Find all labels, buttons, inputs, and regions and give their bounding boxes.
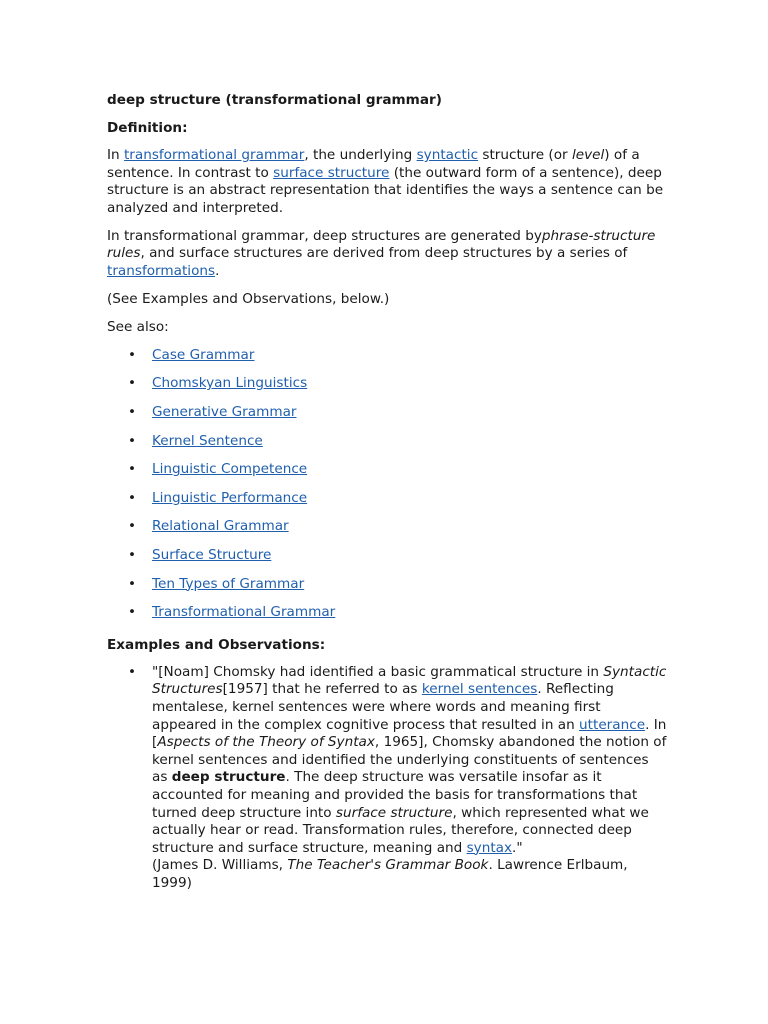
list-item xyxy=(107,604,667,633)
bullet-icon: • xyxy=(128,575,137,592)
definition-paragraph: In transformational grammar, the underlying syntactic structure (or level) of a sentence. In contrast to surface structure (the outward form of a sentence), deep structure is an abstract representation that identifies the ways a sentence can be analyzed and interpreted. xyxy=(107,147,664,216)
bullet-icon: • xyxy=(128,375,137,392)
bullet-icon: • xyxy=(128,518,137,535)
list-item xyxy=(107,547,667,576)
bullet-icon: • xyxy=(128,604,137,621)
example-citation: (James D. Williams, The Teacher's Grammar Book. Lawrence Erlbaum, 1999) xyxy=(152,857,628,891)
example-quote: "[Noam] Chomsky had identified a basic grammatical structure in Syntactic Structures[1957] that he referred to as kernel sentences. Reflecting mentalese, kernel sentences were where words and meaning first appeared in the complex cognitive process that resulted in an utterance. In [Aspects of the Theory of Syntax, 1965], Chomsky abandoned the notion of kernel sentences and identified the underlying constituents of sentences as deep structure. The deep structure was versatile insofar as it accounted for meaning and provided the basis for transformations that turned deep structure into surface structure, which represented what we actually hear or read. Transformation rules, therefore, connected deep structure and surface structure, meaning and syntax." xyxy=(152,663,667,856)
see-also-link[interactable]: Chomskyan Linguistics xyxy=(152,375,308,392)
see-also-link[interactable]: Generative Grammar xyxy=(152,404,297,421)
list-item xyxy=(107,461,667,490)
list-item xyxy=(107,576,667,605)
see-also-link[interactable]: Linguistic Performance xyxy=(152,489,308,506)
link-syntax[interactable]: syntax xyxy=(466,839,513,856)
see-also-list xyxy=(107,347,667,633)
see-also-link[interactable]: Relational Grammar xyxy=(152,518,289,535)
generation-paragraph: In transformational grammar, deep structures are generated byphrase-structure rules, and surface structures are derived from deep structures by a series of transformations. xyxy=(107,227,656,280)
see-also-link[interactable]: Surface Structure xyxy=(152,547,272,563)
definition-heading: Definition: xyxy=(107,120,188,136)
see-also-link[interactable]: Linguistic Competence xyxy=(152,461,308,478)
example-item xyxy=(107,664,667,893)
list-item xyxy=(107,490,667,519)
list-item xyxy=(107,375,667,404)
see-also-link[interactable]: Transformational Grammar xyxy=(152,604,336,621)
list-item xyxy=(107,433,667,462)
link-kernel-sentences[interactable]: kernel sentences xyxy=(421,681,538,698)
link-syntactic[interactable]: syntactic xyxy=(416,147,479,163)
list-item xyxy=(107,347,667,376)
see-also-link[interactable]: Case Grammar xyxy=(152,346,255,363)
list-item xyxy=(107,518,667,547)
bullet-icon: • xyxy=(128,432,137,449)
bullet-icon: • xyxy=(128,346,137,363)
bullet-icon: • xyxy=(128,489,137,506)
see-also-link[interactable]: Kernel Sentence xyxy=(152,432,263,449)
link-utterance[interactable]: utterance xyxy=(579,716,646,733)
link-transformations[interactable]: transformations xyxy=(107,263,216,280)
see-examples-note: (See Examples and Observations, below.) xyxy=(107,291,390,308)
examples-heading: Examples and Observations: xyxy=(107,636,326,653)
list-item xyxy=(107,404,667,433)
document-page xyxy=(107,91,667,893)
bullet-icon: • xyxy=(128,461,137,478)
page-title: deep structure (transformational grammar) xyxy=(107,92,442,108)
link-surface-structure[interactable]: surface structure xyxy=(273,164,390,181)
bullet-icon: • xyxy=(128,663,137,680)
link-transformational-grammar[interactable]: transformational grammar xyxy=(123,147,305,163)
see-also-link[interactable]: Ten Types of Grammar xyxy=(152,575,305,592)
bullet-icon: • xyxy=(128,404,137,421)
see-also-label: See also: xyxy=(107,319,169,336)
bullet-icon: • xyxy=(128,547,137,563)
examples-list xyxy=(107,664,667,893)
